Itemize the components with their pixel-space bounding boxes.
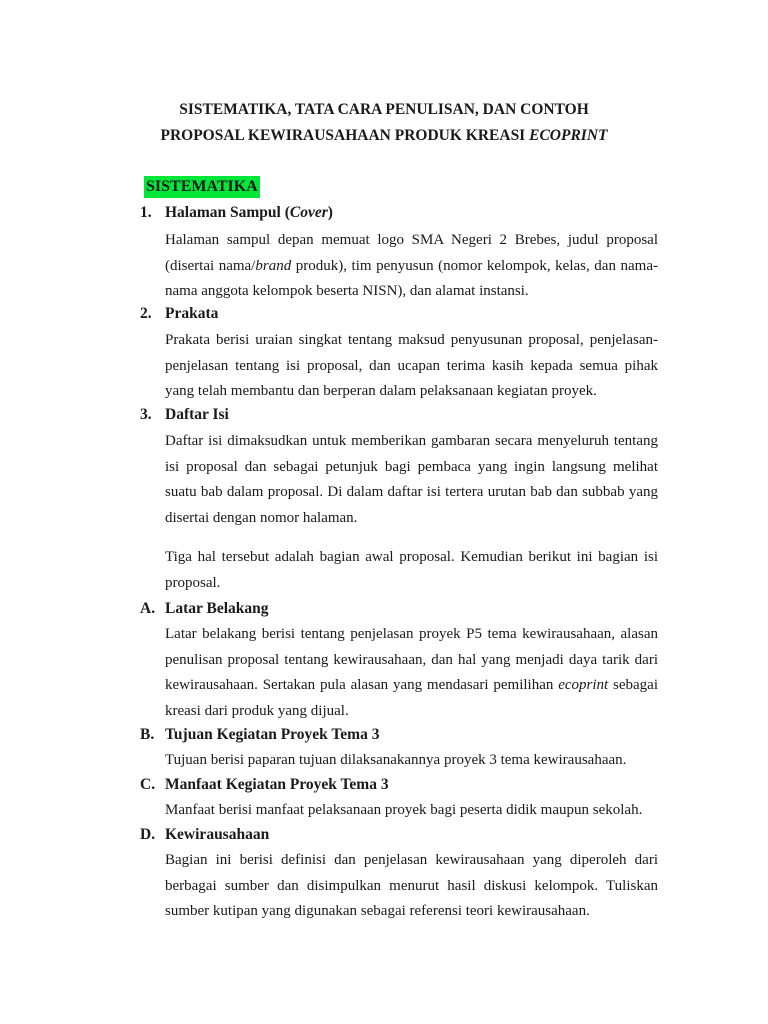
- item-title: Daftar Isi: [165, 406, 229, 423]
- item-paragraph: Daftar isi dimaksudkan untuk memberikan gambaran secara menyeluruh tentang isi proposal dan sebagai petunjuk bagi pembaca yang ingin langsung melihat suatu bab dalam proposal. Di dalam daftar isi tertera urutan bab dan subbab yang disertai dengan nomor halaman.: [165, 433, 658, 526]
- list-item-heading: [140, 200, 333, 226]
- section-paragraph: [165, 622, 658, 724]
- section-heading: [140, 822, 269, 848]
- item-number: 3.: [140, 406, 152, 423]
- item-title: Prakata: [165, 305, 219, 322]
- section-letter: C.: [140, 776, 156, 793]
- section-heading: [140, 596, 269, 622]
- section-letter: B.: [140, 726, 155, 743]
- section-paragraph: Bagian ini berisi definisi dan penjelasan kewirausahaan yang diperoleh dari berbagai sumber dan disimpulkan menurut hasil diskusi kelompok. Tuliskan sumber kutipan yang digunakan sebagai referensi teori kewirausahaan.: [165, 852, 658, 920]
- item-paragraph: [165, 228, 658, 305]
- paragraph-italic: brand: [255, 257, 292, 274]
- section-paragraph: Manfaat berisi manfaat pelaksanaan proyek bagi peserta didik maupun sekolah.: [165, 802, 643, 818]
- item-paragraph: Prakata berisi uraian singkat tentang maksud penyusunan proposal, penjelasan-penjelasan tentang isi proposal, dan ucapan terima kasih kepada semua pihak yang telah membantu dan berperan dalam pelaksanaan kegiatan proyek.: [165, 332, 658, 400]
- paragraph-text: Halaman sampul depan memuat logo SMA Negeri 2 Brebes, judul proposal (disertai nama/: [165, 232, 658, 274]
- section-heading: [140, 772, 389, 798]
- paragraph-text: sebagai kreasi dari produk yang dijual.: [165, 677, 659, 719]
- document-title-line-1: SISTEMATIKA, TATA CARA PENULISAN, DAN CONTOH: [179, 101, 589, 118]
- section-letter: D.: [140, 826, 156, 843]
- section-title: Kewirausahaan: [165, 826, 270, 843]
- section-heading-highlighted: SISTEMATIKA: [144, 176, 260, 198]
- paragraph-text: produk), tim penyusun (nomor kelompok, kelas, dan nama-nama anggota kelompok beserta NISN), dan alamat instansi.: [165, 257, 658, 300]
- item-number: 1.: [140, 204, 152, 221]
- title-line-2-text: PROPOSAL KEWIRAUSAHAAN PRODUK KREASI: [160, 127, 530, 144]
- paragraph-italic: ecoprint: [558, 677, 609, 694]
- list-item-heading: [140, 402, 229, 428]
- section-paragraph: Tujuan berisi paparan tujuan dilaksanakannya proyek 3 tema kewirausahaan.: [165, 752, 627, 768]
- document-title-line-2: [0, 123, 768, 149]
- transition-paragraph: Tiga hal tersebut adalah bagian awal proposal. Kemudian berikut ini bagian isi proposal.: [165, 549, 658, 591]
- item-number: 2.: [140, 305, 152, 322]
- section-title: Tujuan Kegiatan Proyek Tema 3: [165, 726, 380, 743]
- section-heading: [140, 722, 379, 748]
- paragraph-text: Latar belakang berisi tentang penjelasan proyek P5 tema kewirausahaan, alasan penulisan proposal tentang kewirausahaan, dan hal yang menjadi daya tarik dari kewirausahaan. Sertakan pula alasan yang mendasari pemilihan: [165, 626, 658, 694]
- title-line-2-italic: ECOPRINT: [529, 127, 608, 144]
- item-title: Halaman Sampul (: [165, 204, 290, 221]
- list-item-heading: [140, 301, 218, 327]
- item-title-end: ): [327, 204, 333, 221]
- item-title-italic: Cover: [289, 204, 328, 221]
- section-letter: A.: [140, 600, 156, 617]
- section-title: Manfaat Kegiatan Proyek Tema 3: [165, 776, 389, 793]
- section-title: Latar Belakang: [165, 600, 269, 617]
